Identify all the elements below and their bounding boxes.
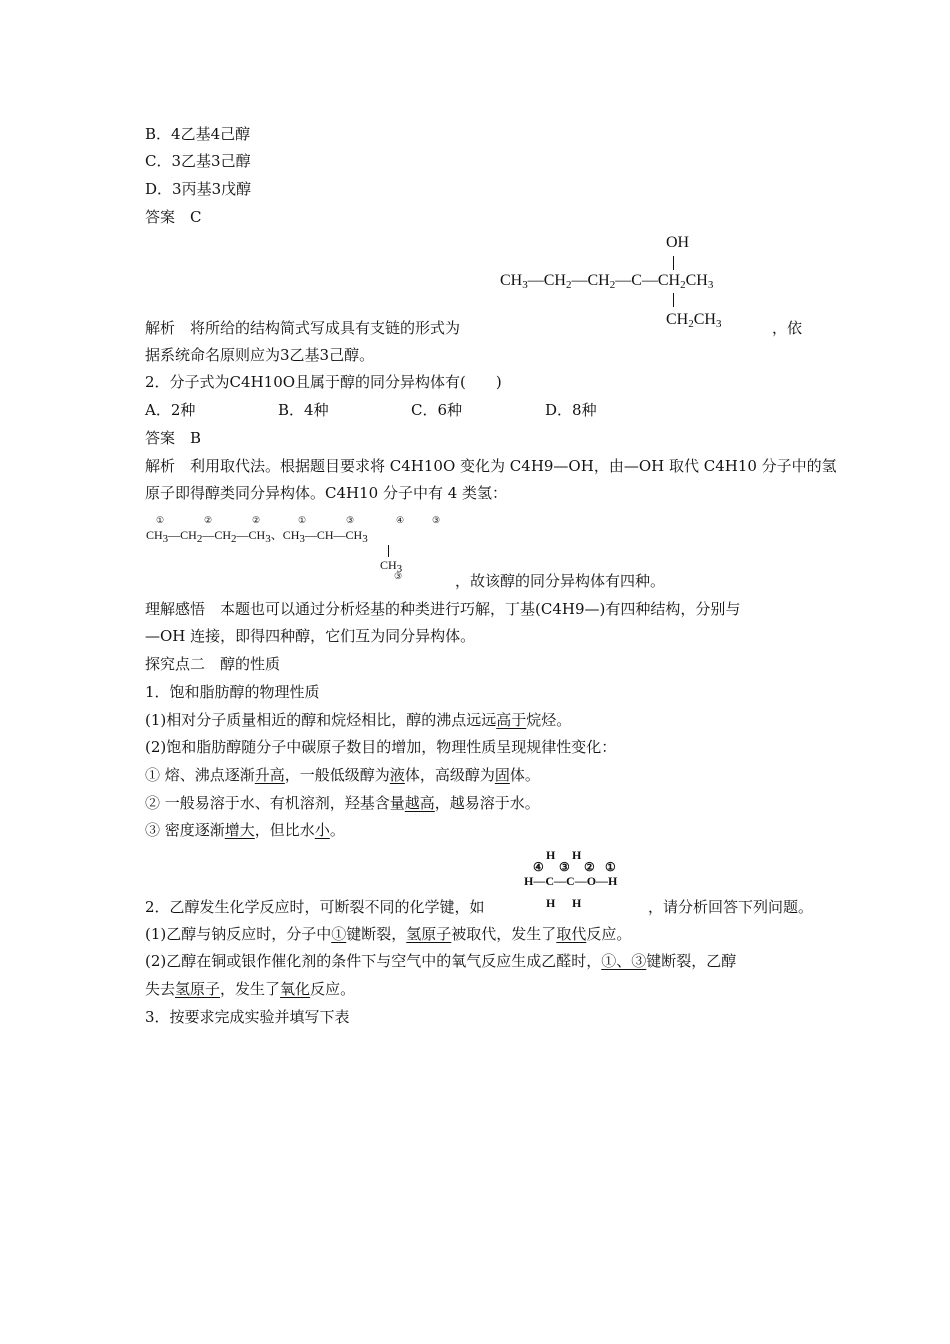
physical-properties-title: 1．饱和脂肪醇的物理性质 xyxy=(145,683,320,701)
bond-vertical-top xyxy=(673,256,674,270)
property-boiling-point: (1)相对分子质量相近的醇和烷烃相比，醇的沸点远远高于烷烃。 xyxy=(145,711,572,729)
ethanol-h-top-2: H xyxy=(572,848,582,862)
h-type-2-marker: ② xyxy=(204,516,213,526)
option-c2: C．6种 xyxy=(411,401,463,419)
analysis-1-line-a: 解析 将所给的结构简式写成具有支链的形式为 xyxy=(145,319,461,337)
reaction-oxidation-a: (2)乙醇在铜或银作催化剂的条件下与空气中的氧气反应生成乙醛时，①、③键断裂，乙醇 xyxy=(145,952,737,970)
isobutane-branch: CH3 xyxy=(380,558,403,575)
h-type-4-marker: ④ xyxy=(396,516,405,526)
option-b2: B．4种 xyxy=(278,401,329,419)
isobutane-branch-bond xyxy=(388,545,389,557)
bond-vertical-bottom xyxy=(673,293,674,307)
ethanol-main-row: H—C—C—O—H xyxy=(524,874,618,888)
h-type-3-marker: ③ xyxy=(346,516,355,526)
option-d2: D．8种 xyxy=(545,401,597,419)
n-butane-chain: CH3—CH2—CH2—CH3、CH3—CH—CH3 xyxy=(146,528,368,545)
analysis-1-line-b: 据系统命名原则应为3乙基3己醇。 xyxy=(145,346,375,364)
question-2-stem: 2．分子式为C4H10O且属于醇的同分异构体有( ) xyxy=(145,373,502,391)
answer-1: 答案 C xyxy=(145,208,202,226)
h-type-3-marker: ③ xyxy=(432,516,441,526)
option-c: C．3乙基3己醇 xyxy=(145,152,251,170)
ethanol-bond-question-post: ，请分析回答下列问题。 xyxy=(648,898,814,916)
h-type-2-marker: ② xyxy=(252,516,261,526)
ethanol-h-bottom-1: H xyxy=(546,896,556,910)
property-trend-intro: (2)饱和脂肪醇随分子中碳原子数目的增加，物理性质呈现规律性变化： xyxy=(145,738,617,756)
reaction-oxidation-b: 失去氢原子，发生了氧化反应。 xyxy=(145,980,356,998)
analysis-1-tail: ，依 xyxy=(772,319,803,337)
section-title: 探究点二 醇的性质 xyxy=(145,655,281,673)
option-b: B．4乙基4己醇 xyxy=(145,125,251,143)
option-a: A．2种 xyxy=(145,401,196,419)
ethanol-bond-question-pre: 2．乙醇发生化学反应时，可断裂不同的化学键，如 xyxy=(145,898,485,916)
h-type-1-marker: ① xyxy=(298,516,307,526)
ethyl-branch: $CH_2CH_3$ xyxy=(666,311,722,330)
rule-2: ② 一般易溶于水、有机溶剂，羟基含量越高，越易溶于水。 xyxy=(145,794,540,812)
ethanol-h-top-1: H xyxy=(546,848,556,862)
experiment-table-title: 3．按要求完成实验并填写下表 xyxy=(145,1008,350,1026)
insight-line-a: 理解感悟 本题也可以通过分析烃基的种类进行巧解，丁基(C4H9—)有四种结构，分别与 xyxy=(145,600,741,618)
bond-4-marker: ④ xyxy=(533,860,544,874)
hydroxyl-label: OH xyxy=(666,234,690,251)
h-type-1-marker: ① xyxy=(156,516,165,526)
answer-2: 答案 B xyxy=(145,429,202,447)
bond-3-marker: ③ xyxy=(559,860,570,874)
main-chain: $CH_3—CH_2—CH_2—C—CH_2CH_3$ xyxy=(500,272,714,291)
analysis-2-line-a: 解析 利用取代法。根据题目要求将 C4H10O 变化为 C4H9—OH，由—OH 取代 C4H10 分子中的氢 xyxy=(145,457,837,475)
reaction-sodium: (1)乙醇与钠反应时，分子中①键断裂，氢原子被取代，发生了取代反应。 xyxy=(145,925,632,943)
question-2-options xyxy=(145,400,597,420)
rule-3: ③ 密度逐渐增大，但比水小。 xyxy=(145,821,345,839)
analysis-2-line-b: 原子即得醇类同分异构体。C4H10 分子中有 4 类氢： xyxy=(145,484,508,502)
h-type-3-marker: ③ xyxy=(394,572,403,582)
rule-1: ① 熔、沸点逐渐升高，一般低级醇为液体，高级醇为固体。 xyxy=(145,766,540,784)
insight-line-b: —OH 连接，即得四种醇，它们互为同分异构体。 xyxy=(145,627,476,645)
ethanol-h-bottom-2: H xyxy=(572,896,582,910)
analysis-2-conclusion: ，故该醇的同分异构体有四种。 xyxy=(455,572,666,590)
bond-2-marker: ② xyxy=(584,860,595,874)
option-d: D．3丙基3戊醇 xyxy=(145,180,252,198)
bond-1-marker: ① xyxy=(605,860,616,874)
